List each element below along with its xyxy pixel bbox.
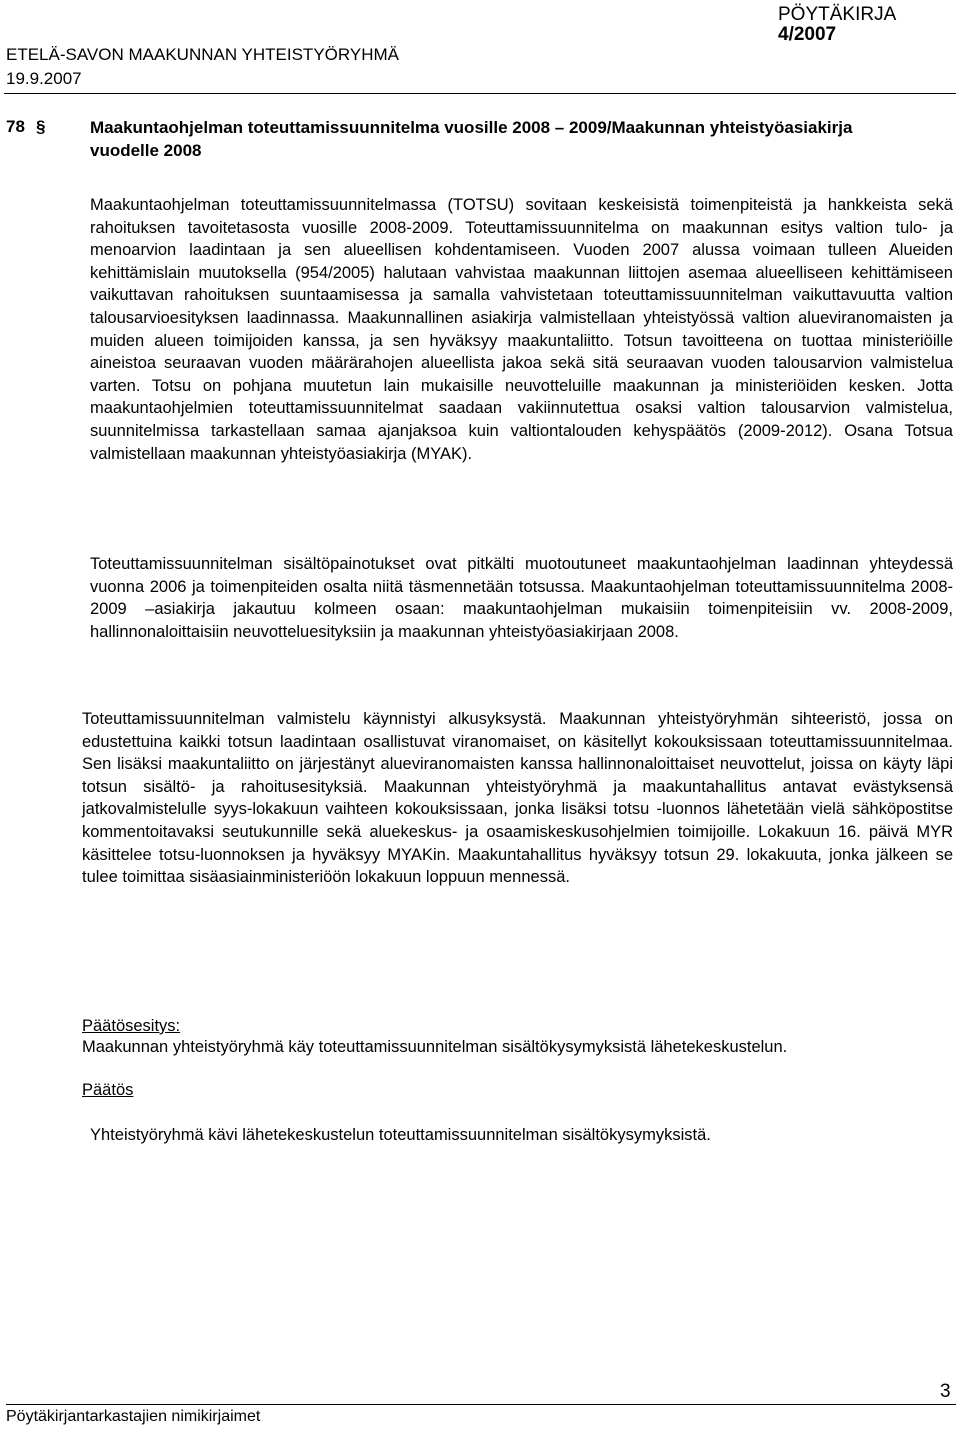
signature-label: Pöytäkirjantarkastajien nimikirjaimet bbox=[6, 1408, 261, 1425]
organization-name: ETELÄ-SAVON MAAKUNNAN YHTEISTYÖRYHMÄ bbox=[6, 45, 399, 64]
body-paragraph: Toteuttamissuunnitelman sisältöpainotukset ovat pitkälti muotoutuneet maakuntaohjelman laadinnan yhteydessä vuonna 2006 ja toimenpiteiden osalta niitä täsmennetään totsussa. Maakuntaohjelman toteuttamissuunnitelma 2008-2009 –asiakirja jakautuu kolmeen osaan: maakuntaohjelman mukaisiin toimenpiteisiin vv. 2008-2009, hallinnonaloittaisiin neuvotteluesityksiin ja maakunnan yhteistyöasiakirjaan 2008. bbox=[90, 555, 953, 641]
proposal-text: Maakunnan yhteistyöryhmä käy toteuttamissuunnitelman sisältökysymyksistä lähetekeskustelun. bbox=[82, 1038, 788, 1056]
body-paragraph: Maakuntaohjelman toteuttamissuunnitelmassa (TOTSU) sovitaan keskeisistä toimenpiteistä ja hankkeista sekä rahoituksen tavoitetasosta vuosille 2008-2009. Toteuttamissuunnitelma on maakunnan esitys valtion tulo- ja menoarvion laadintaan ja sen alueellisen kohdentamiseen. Vuoden 2007 alussa voimaan tulleen Alueiden kehittämislain muutoksella (954/2005) halutaan vahvistaa maakunnan liittojen asemaa alueelliseen kehittämiseen vaikuttavan rahoituksen suuntaamisessa ja samalla vahvistetaan toteuttamissuunnitelman vaikuttavuutta valtion talousarvioesityksen laadinnassa. Maakunnallinen asiakirja valmistellaan yhteistyössä valtion alueviranomaisten ja muiden alueen toimijoiden kanssa, ja sen hyväksyy maakuntaliitto. Totsun tavoitteena on tuottaa ministeriöille aineistoa seuraavan vuoden määrärahojen alueellista jakoa sekä sitä seuraavan vuoden talousarvion valmistelua varten. Totsu on pohjana muutetun lain mukaisille neuvotteluille maakunnan ja ministeriöiden kesken. Jotta maakuntaohjelmien toteuttamissuunnitelmat saadaan vakiinnutettua osaksi valtion talousarvion valmistelua, suunnitelmissa tarkastellaan samaa ajanjaksoa kuin valtiontalouden kehyspäätös (2009-2012). Osana Totsua valmistellaan maakunnan yhteistyöasiakirja (MYAK). bbox=[90, 196, 953, 463]
document-number: 4/2007 bbox=[778, 24, 837, 45]
section-title: Maakuntaohjelman toteuttamissuunnitelma vuosille 2008 – 2009/Maakunnan yhteistyöasiakirja vuodelle 2008 bbox=[90, 118, 853, 160]
decision-label: Päätös bbox=[82, 1081, 134, 1099]
page-number: 3 bbox=[940, 1381, 951, 1402]
section-number: 78 bbox=[6, 117, 25, 136]
body-paragraph: Toteuttamissuunnitelman valmistelu käynnistyi alkusyksystä. Maakunnan yhteistyöryhmän sihteeristö, jossa on edustettuina kaikki totsun laadintaan osallistuvat viranomaiset, on käsitellyt kokouksissaan toteuttamissuunnitelmaa. Sen lisäksi maakuntaliitto on järjestänyt alueviranomaisten kanssa hallinnonaloittaiset neuvottelut, joissa on käyty läpi totsun sisältö- ja rahoitusesityksiä. Maakunnan yhteistyöryhmä ja maakuntahallitus antavat evästyksensä jatkovalmistelulle syys-lokakuun vaihteen kokouksissaan, jonka lisäksi totsu -luonnos lähetetään vielä sähköpostitse kommentoitavaksi seutukunnille sekä aluekeskus- ja osaamiskeskusohjelmien toimijoille. Lokakuun 16. päivä MYR käsittelee totsu-luonnoksen ja hyväksyy MYAKin. Maakuntahallitus hyväksyy totsun 29. lokakuuta, jonka jälkeen se tulee toimittaa sisäasiainministeriöön lokakuun loppuun mennessä. bbox=[82, 710, 953, 887]
document-type: PÖYTÄKIRJA bbox=[778, 4, 897, 25]
header-divider bbox=[4, 93, 956, 94]
section-sign: § bbox=[36, 117, 46, 136]
footer-divider bbox=[6, 1404, 956, 1405]
decision-text: Yhteistyöryhmä kävi lähetekeskustelun toteuttamissuunnitelman sisältökysymyksistä. bbox=[90, 1126, 711, 1144]
proposal-label: Päätösesitys: bbox=[82, 1017, 181, 1035]
meeting-date: 19.9.2007 bbox=[6, 69, 82, 88]
